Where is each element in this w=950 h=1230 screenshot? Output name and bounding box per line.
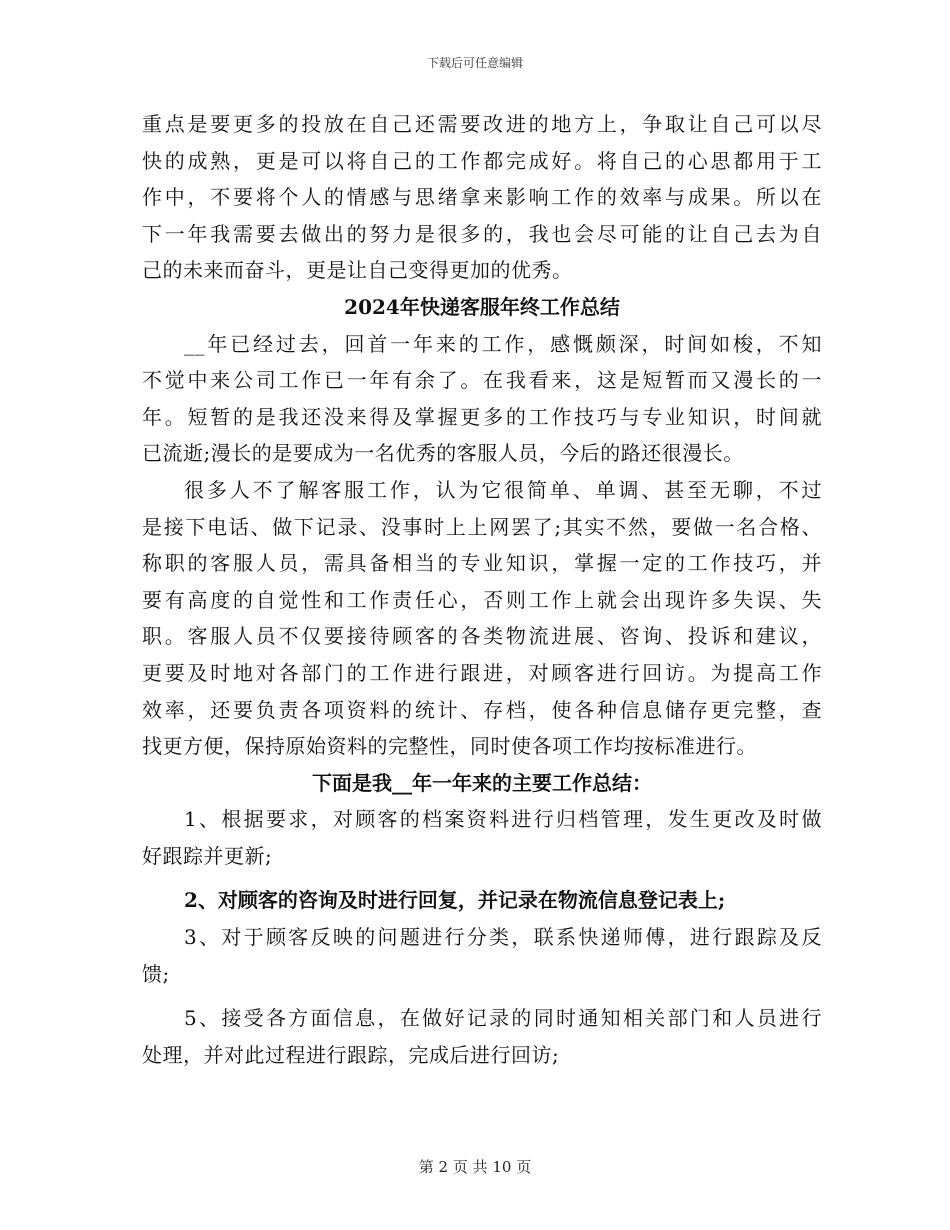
text-line: 重点是要更多的投放在自己还需要改进的地方上，争取让自己可以尽 — [142, 112, 822, 136]
text-line: 已流逝;漫长的是要成为一名优秀的客服人员，今后的路还很漫长。 — [142, 441, 744, 466]
header-note: 下载后可任意编辑 — [426, 56, 523, 70]
text-line: 1、根据要求，对顾客的档案资料进行归档管理，发生更改及时做 — [184, 807, 822, 832]
list-item — [142, 919, 822, 992]
text-line: 要有高度的自觉性和工作责任心，否则工作上就会出现许多失误、失 — [142, 587, 822, 612]
document-title: 2024年快递客服年终工作总结 — [344, 294, 620, 319]
summary-heading: 下面是我__年一年来的主要工作总结： — [312, 770, 652, 795]
text-line: 处理，并对此过程进行跟踪，完成后进行回访; — [142, 1042, 560, 1067]
text-line: 效率，还要负责各项资料的统计、存档，使各种信息储存更完整，查 — [142, 697, 822, 722]
list-item-bold: 2、对顾客的咨询及时进行回复，并记录在物流信息登记表上; — [184, 888, 726, 913]
list-item — [142, 1000, 822, 1073]
text-line: 找更方便，保持原始资料的完整性，同时使各项工作均按标准进行。 — [142, 734, 757, 759]
text-line: 馈; — [142, 961, 170, 986]
text-line: 3、对于顾客反映的问题进行分类，联系快递师傅，进行跟踪及反 — [184, 925, 822, 950]
text-line: 年。短暂的是我还没来得及掌握更多的工作技巧与专业知识，时间就 — [142, 404, 822, 429]
text-line: 更要及时地对各部门的工作进行跟进，对顾客进行回访。为提高工作 — [142, 660, 822, 685]
text-line: 下一年我需要去做出的努力是很多的，我也会尽可能的让自己去为自 — [142, 221, 822, 246]
text-line: 作中，不要将个人的情感与思绪拿来影响工作的效率与成果。所以在 — [142, 185, 822, 210]
paragraph-continuation — [142, 106, 822, 289]
text-line: 快的成熟，更是可以将自己的工作都完成好。将自己的心思都用于工 — [142, 148, 822, 173]
text-line: __年已经过去，回首一年来的工作，感慨颇深，时间如梭，不知 — [184, 331, 822, 356]
page-number: 第 2 页 共 10 页 — [418, 1158, 532, 1176]
text-line: 5、接受各方面信息，在做好记录的同时通知相关部门和人员进行 — [184, 1006, 822, 1031]
text-line: 是接下电话、做下记录、没事时上上网罢了;其实不然，要做一名合格、 — [142, 514, 822, 539]
text-line: 职。客服人员不仅要接待顾客的各类物流进展、咨询、投诉和建议， — [142, 624, 822, 649]
list-item — [142, 801, 822, 874]
paragraph-job-description — [142, 472, 822, 765]
text-line: 己的未来而奋斗，更是让自己变得更加的优秀。 — [142, 258, 573, 283]
text-line: 不觉中来公司工作已一年有余了。在我看来，这是短暂而又漫长的一 — [142, 368, 822, 393]
text-line: 称职的客服人员，需具备相当的专业知识，掌握一定的工作技巧，并 — [142, 551, 822, 576]
text-line: 好跟踪并更新; — [142, 843, 273, 868]
document-body — [142, 106, 822, 1073]
text-line: 很多人不了解客服工作，认为它很简单、单调、甚至无聊，不过 — [184, 477, 822, 502]
paragraph-intro — [142, 326, 822, 472]
